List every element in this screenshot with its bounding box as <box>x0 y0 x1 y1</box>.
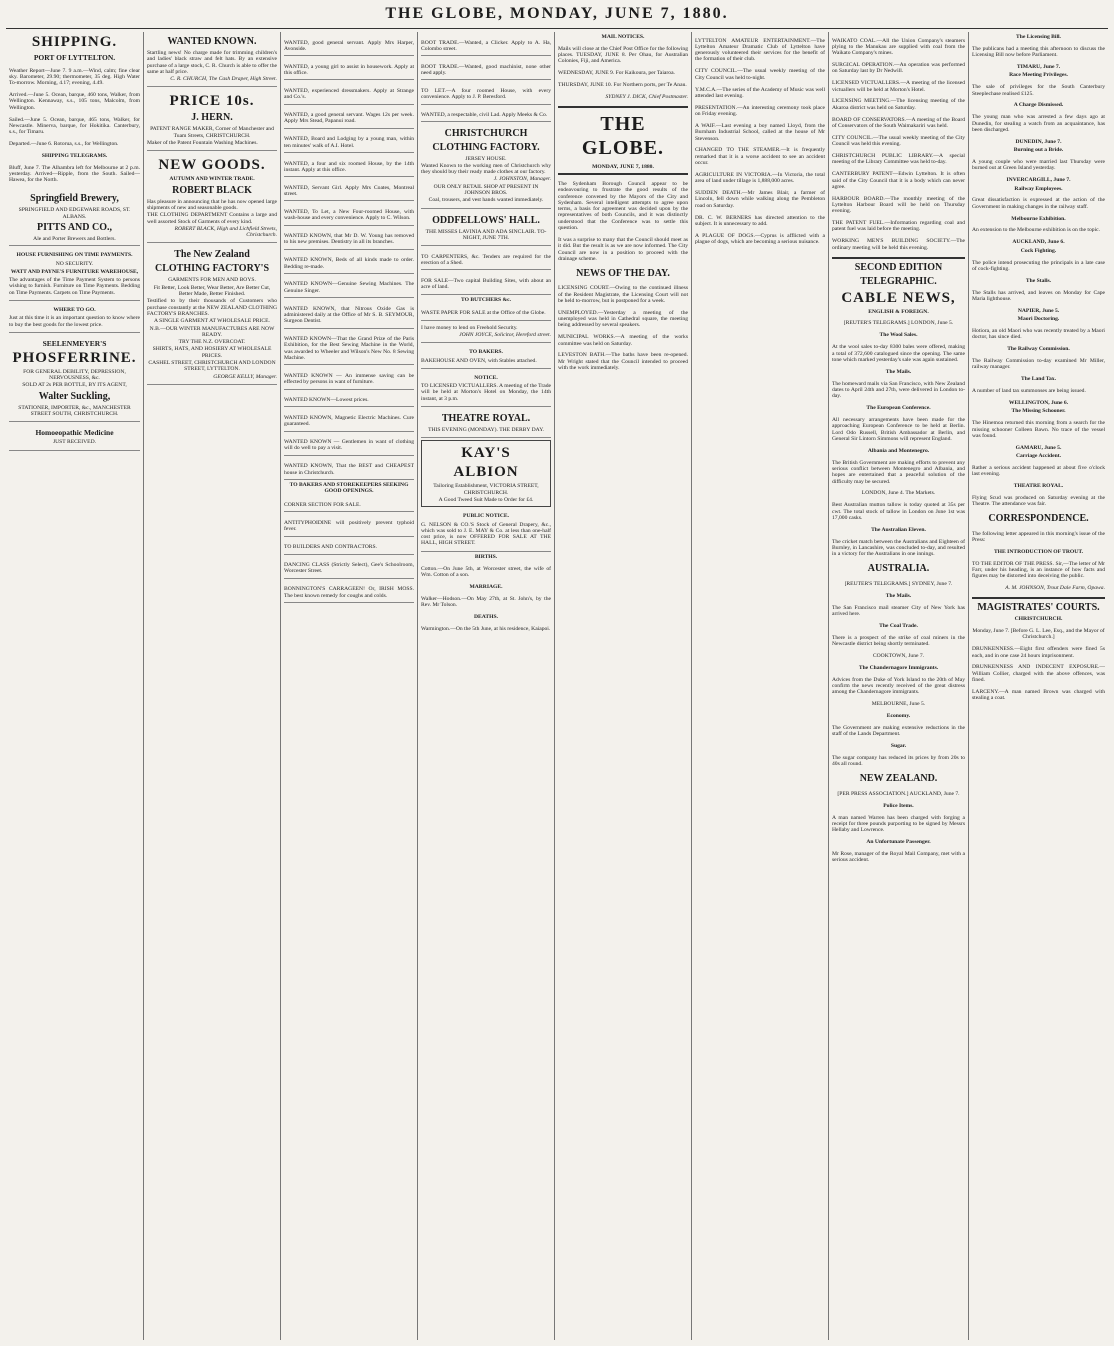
sugar-title: Sugar. <box>890 743 907 750</box>
mail-wednesday: WEDNESDAY, JUNE 9. For Kaikoura, per Taiaroa. <box>558 70 675 77</box>
ad-wanted-13: WANTED KNOWN—That the Grand Prize of the Paris Exhibition, for the Best Sewing Machine in the World, was awarded to Wheeler and Wilson's New No. 8 Sewing Machine. <box>284 334 414 365</box>
race-privileges-text: The sale of privileges for the South Canterbury Steeplechase realised £125. <box>972 84 1105 97</box>
stalls-title: The Stalls. <box>1025 277 1052 284</box>
phosferrine-text: FOR GENERAL DEBILITY, DEPRESSION, NERVOUSNESS, &c. <box>23 368 126 382</box>
editorial-title: THE GLOBE. <box>581 113 665 160</box>
missing-schooner-text: The Hinemoa returned this morning from a search for the missing schooner Colleen Bawn. No trace of the vessel was found. <box>972 420 1105 439</box>
conference-text: All necessary arrangements have been made for the approaching European Conference to be held at Berlin. Lord Odo Russell, British Ambassador at Berlin, and General Sir Lintorn Simmons will represent England. <box>832 416 965 442</box>
news-unemployed: UNEMPLOYED.—Yesterday a meeting of the unemployed was held in Cathedral square, the meeting being addressed by several speakers. <box>558 309 688 329</box>
christchurch-title: CHRISTCHURCH <box>444 128 528 140</box>
furnishing-text: The advantages of the Time Payment System to persons wishing to furnish. Furniture on Time Payments. Bedding on Time Payments. Carpets on Time Payments. <box>9 277 140 296</box>
mails-text: The homeward mails via San Francisco, with New Zealand dates to April 24th and 27th, were delivered in London to-day. <box>832 380 965 400</box>
land-tax-title: The Land Tax. <box>1021 376 1056 383</box>
burning-bride-title: Burning out a Bride. <box>1013 147 1064 154</box>
coal-trade-text: There is a prospect of the strike of coal miners in the Newcastle district being shortly terminated. <box>832 634 965 647</box>
ad-wanted-12: WANTED KNOWN, that Nitrous Oxide Gas is administered daily at the Office of Mr S. B. SEYMOUR, Surgeon Dentist. <box>284 304 414 329</box>
ad-public-notice <box>421 509 551 551</box>
ad-building-sites: FOR SALE—Two capital Building Sites, with about an acre of land. <box>421 276 551 295</box>
homoeopathic-text: JUST RECEIVED. <box>52 439 97 446</box>
ad-lad: WANTED, a respectable, civil Lad. Apply Meeks & Co. <box>421 110 551 122</box>
departed: Departed.—June 6. Rotorua, s.s., for Wellington. <box>9 141 119 148</box>
trout-letter: TO THE EDITOR OF THE PRESS. Sir,—The letter of Mr Farr, under his heading, is an instance of how facts and figures may be distorted into deceiving the public. <box>972 560 1105 580</box>
ad-wanted-14: WANTED KNOWN — An immense saving can be effected by persons in want of furniture. <box>284 371 414 390</box>
coal-trade-title: The Coal Trade. <box>879 622 918 629</box>
theatre-text: THIS EVENING (MONDAY). THE DERBY DAY. <box>428 427 544 434</box>
melbourne-exhibition-text: An extension to the Melbourne exhibition is on the topic. <box>972 227 1101 234</box>
ad-nz-clothing <box>147 245 277 384</box>
ad-to-let: TO LET.—A four roomed House, with every convenience. Apply to J. P. Beresford. <box>421 86 551 105</box>
chandernagore-text: Advices from the Duke of York Island to the 20th of May confirm the news recently received of the great distress among the Chandernagore immigrants. <box>832 676 965 696</box>
ad-wanted-11: WANTED KNOWN—Genuine Sewing Machines. The Genuine Singer. <box>284 279 414 298</box>
hern-text: Maker of the Patent Fountain Washing Machines. <box>147 140 258 147</box>
oddfellows-title: ODDFELLOWS' HALL. <box>432 214 540 226</box>
melbourne-dateline: MELBOURNE, June 5. <box>871 701 926 708</box>
shipping-heading: SHIPPING. <box>31 34 118 50</box>
victuallers-text: TO LICENSED VICTUALLERS. A meeting of the Trade will be held at Morton's Hotel on Monday, the 14th instant, at 3 p.m. <box>421 383 551 402</box>
english-foreign-title: ENGLISH & FOREIGN. <box>868 308 929 315</box>
retail-shop: OUR ONLY RETAIL SHOP AT PRESENT IN JOHNSON BROS. <box>433 183 539 196</box>
port-heading: PORT OF LYTTELTON. <box>33 53 116 62</box>
seelenmeyer-title: SEELENMEYER'S <box>42 338 107 348</box>
ad-wanted-3: WANTED, experienced dressmakers. Apply at Strange and Co.'s. <box>284 86 414 105</box>
cashel-text: CASHEL STREET, CHRISTCHURCH AND LONDON STREET, LYTTELTON. <box>148 360 276 373</box>
bakehouse-text: BAKEHOUSE AND OVEN, with Stables attached. <box>421 357 537 364</box>
courts-date: Monday, June 7. [Before G. L. Lee, Esq., and the Mayor of Christchurch.] <box>972 628 1105 641</box>
maori-doctoring-text: Hotiora, an old Maori who was recently treated by a Maori doctor, has since died. <box>972 328 1105 341</box>
hern-address: PATENT RANGE MAKER, Corner of Manchester and Tuam Streets, CHRISTCHURCH. <box>150 126 274 139</box>
autumn-title: AUTUMN AND WINTER TRADE. <box>169 176 255 183</box>
masthead-rule <box>6 28 1108 29</box>
railway-employees-text: Great dissatisfaction is expressed at the action of the Government in making changes in the railway staff. <box>972 197 1105 210</box>
fit-better-text: Fit Better, Look Better, Wear Better, Are Better Cut, Better Made, Better Finished. <box>153 284 271 298</box>
telegraphic-title: TELEGRAPHIC. <box>860 275 937 287</box>
charge-dismissed-title: A Charge Dismissed. <box>1013 102 1064 109</box>
ad-wanted-15: WANTED KNOWN—Lowest prices. <box>284 395 414 407</box>
police-items-text: A man named Warren has been charged with forging a receipt for three pounds purporting to be signed by Messrs Hellaby and Lowrence. <box>832 814 965 834</box>
news-waif: A WAIF.—Last evening a boy named Lloyd, from the Burnham Industrial School, called at the house of Mr Stevenson. <box>695 122 825 142</box>
albania-title: Albania and Montenegro. <box>867 447 930 454</box>
courts-exposure: DRUNKENNESS AND INDECENT EXPOSURE.—William Collier, charged with the above offences, was fined. <box>972 664 1105 684</box>
editorial-date: MONDAY, JUNE 7, 1880. <box>592 164 654 171</box>
london-markets: LONDON, June 4. The Markets. <box>861 490 936 497</box>
furnishing-title: HOUSE FURNISHING ON TIME PAYMENTS. <box>16 252 133 259</box>
land-tax-text: A number of land tax summonses are being issued. <box>972 388 1086 395</box>
news-patent: CANTERBURY PATENT—Edwin Lyttelton. It is often said of the City Council that it is a body which can never agree. <box>832 171 965 190</box>
railway-commission-text: The Railway Commission to-day examined Mr Miller, railway manager. <box>972 358 1105 371</box>
ad-wanted-17: WANTED KNOWN — Gentlemen in want of clothing will do well to pay a visit. <box>284 437 414 456</box>
melbourne-exhibition-title: Melbourne Exhibition. <box>1011 215 1066 222</box>
cock-fighting-title: Cock Fighting. <box>1020 247 1057 254</box>
economy-title: Economy. <box>886 712 911 719</box>
oamaru-dateline: GAMARU, June 5. <box>1015 444 1062 451</box>
news-library: CHRISTCHURCH PUBLIC LIBRARY.—A special meeting of the Library Committee was held to-day. <box>832 153 965 166</box>
jersey-house: JERSEY HOUSE. <box>465 156 507 163</box>
ad-boot-2: BOOT TRADE.—Wanted, good machinist, none other need apply. <box>421 62 551 81</box>
column-7 <box>828 32 968 1340</box>
ad-church-draper <box>147 32 277 87</box>
ad-kays <box>421 440 551 507</box>
news-sudden-death: SUDDEN DEATH.—Mr James Blair, a farmer of Lincoln, fell down while walking along the Pembleton road on Saturday. <box>695 190 825 209</box>
shipping-telegrams-heading: SHIPPING TELEGRAMS. <box>41 152 108 159</box>
news-steamer: CHANGED TO THE STEAMER.—It is frequently remarked that it is a worse accident to see an accident occur. <box>695 147 825 167</box>
weather-report: Weather Report—June 7. 9 a.m.—Wind, calm; fine clear sky. Barometer, 29.90; thermometer, 35 deg. High Water To-morrow. Morning, 4.17; evening, 4.49. <box>9 67 140 87</box>
news-licensing-meeting: LICENSING MEETING.—The licensing meeting of the Akaroa district was held on Saturday. <box>832 98 965 111</box>
passenger-title: An Unfortunate Passenger. <box>866 838 931 845</box>
news-plague-dogs: A PLAGUE OF DOGS.—Cyprus is afflicted with a plague of dogs, which are becoming a serious nuisance. <box>695 232 825 246</box>
ad-corner-section: CORNER SECTION FOR SALE. <box>284 500 414 512</box>
ad-wanted-10: WANTED KNOWN, Beds of all kinds made to order. Bedding re-made. <box>284 255 414 274</box>
oddfellows-text: THE MISSES LAVINIA AND ADA SINCLAIR. TO-NIGHT, JUNE 7TH. <box>425 228 547 241</box>
births-title: BIRTHS. <box>474 553 498 560</box>
cooktown-dateline: COOKTOWN, June 7. <box>872 652 925 659</box>
hern-title: J. HERN. <box>191 112 233 124</box>
kelly-sign: GEORGE KELLY, Manager. <box>213 373 277 380</box>
hands-wanted: Coal, trousers, and vest hands wanted immediately. <box>428 197 544 204</box>
news-presentation: PRESENTATION.—An interesting ceremony took place on Friday evening. <box>695 104 825 118</box>
winter-text: N.B.—OUR WINTER MANUFACTURES ARE NOW READY. <box>149 325 275 338</box>
ad-phosferrine <box>9 335 140 422</box>
ad-dancing-class: DANCING CLASS (Strictly Select), Gee's Schoolroom, Worcester Street. <box>284 560 414 579</box>
correspondence-title: CORRESPONDENCE. <box>988 513 1089 525</box>
new-zealand-title: NEW ZEALAND. <box>859 773 938 785</box>
ad-boot-1: BOOT TRADE.—Wanted, a Clicker. Apply to A. Ha, Colombo street. <box>421 38 551 57</box>
news-berners: DR. C. W. BERNERS has directed attention to the subject. It is unnecessary to add. <box>695 214 825 227</box>
ad-springfield <box>9 189 140 246</box>
bakers-title-2: TO BAKERS. <box>469 349 503 356</box>
dick-sign: SYDNEY J. DICK, Chief Postmaster. <box>605 94 688 101</box>
mail-tuesday: Mails will close at the Chief Post Office for the following places. TUESDAY, JUNE 8. Per Ohau, for Australian Colonies, Fiji, and America. <box>558 45 688 65</box>
cable-news-title: CABLE NEWS, <box>841 289 956 306</box>
bakers-title: TO BAKERS AND STOREKEEPERS SEEKING GOOD OPENINGS. <box>289 481 409 495</box>
wellington-dateline: WELLINGTON, June 6. <box>1008 400 1069 407</box>
suckling-address: STATIONER, IMPORTER, &c., MANCHESTER STREET SOUTH, CHRISTCHURCH. <box>18 404 131 418</box>
where-to-go-title: WHERE TO GO. <box>53 306 96 313</box>
column-2 <box>143 32 280 1340</box>
masthead: THE GLOBE, MONDAY, JUNE 7, 1880. <box>385 5 729 22</box>
albania-text: The British Government are making efforts to prevent any serious conflict between Montenegro and Albania, and hopes are entertained that a peaceful solution of the difficulty may be secured. <box>832 459 965 485</box>
deaths-text: Warmington.—On the 5th June, at his residence, Kaiapoi. <box>421 625 551 632</box>
news-city-council-2: CITY COUNCIL.—The usual weekly meeting of the City Council was held this evening. <box>832 134 965 148</box>
economy-text: The Government are making extensive reductions in the staff of the Lands Department. <box>832 724 965 738</box>
railway-employees-title: Railway Employees. <box>1014 185 1063 192</box>
pitts-subtitle: Ale and Porter Brewers and Bottlers. <box>33 235 116 242</box>
mails-title: The Mails. <box>885 368 912 375</box>
ad-wanted-1: WANTED, good general servant. Apply Mrs Harper, Avonside. <box>284 38 414 57</box>
news-licensing: LICENSING COURT.—Owing to the continued illness of the Resident Magistrate, the Licensing Court will not be held to-morrow, but is postponed for a week. <box>558 285 688 304</box>
ad-wanted-5: WANTED, Board and Lodging by a young man, within ten minutes' walk of A.I. Hotel. <box>284 134 414 153</box>
chandernagore-title: The Chandernagore Immigrants. <box>858 664 939 671</box>
ad-money-lend <box>421 323 551 344</box>
joyce-sign: JOHN JOYCE, Solicitor, Hereford street. <box>459 331 551 338</box>
public-notice-title: PUBLIC NOTICE. <box>462 513 509 520</box>
courts-drunkenness: DRUNKENNESS.—Eight first offenders were fined 5s each, and in one case 24 hours imprisonment. <box>972 646 1105 659</box>
magistrates-title: MAGISTRATES' COURTS. <box>977 602 1100 614</box>
johnson-sign: A. M. JOHNSON, Trout Dale Farm, Opawa. <box>1005 585 1105 592</box>
editorial-p2: It was a surprise to many that the Council should meet as it did. But the result is as we are now informed. The City Council are now in a position to proceed with the drainage scheme. <box>558 236 688 262</box>
second-edition-title: SECOND EDITION <box>854 261 943 273</box>
column-6 <box>691 32 828 1340</box>
ad-carrageen: BONNINGTON'S CARRAGEEN! Or, IRISH MOSS. The best known remedy for coughs and colds. <box>284 584 414 603</box>
ad-antityphoidine: ANTITYPHOIDINE will positively prevent typhoid fever. <box>284 518 414 537</box>
robert-black-sign: ROBERT BLACK, High and Lichfield Streets, Christchurch. <box>174 225 277 239</box>
public-notice-text: G. NELSON & CO.'S Stock of General Drapery, &c., which was sold to J. E. MAY & Co. at less than one-half cost price, is now OFFERED FOR SALE AT THE HALL, HIGH STREET. <box>421 521 551 547</box>
charge-dismissed-text: The young man who was arrested a few days ago at Dunedin, for stealing a watch from an acquaintance, has been discharged. <box>972 114 1105 133</box>
sailed: Sailed.—June 5. Ocean, barque, 465 tons, Walker, for Newcastle. Minerva, barque, for Hokitika. Canterbury, s.s., for Timaru. <box>9 116 140 136</box>
ad-wanted-2: WANTED, a young girl to assist in housework. Apply at this office. <box>284 62 414 81</box>
ad-bakers <box>421 345 551 369</box>
maori-doctoring-title: Maori Doctoring. <box>1017 316 1060 323</box>
news-building-society: WORKING MEN'S BUILDING SOCIETY.—The ordinary meeting will be held this evening. <box>832 238 965 251</box>
new-goods-title: NEW GOODS. <box>158 157 266 174</box>
editorial-rule <box>558 106 688 108</box>
christchurch-clothing-text: Wanted Known to the working men of Christchurch why they should buy their ready made clothes at our factory. <box>421 162 551 176</box>
ad-waste-paper: WASTE PAPER FOR SALE at the Office of the Globe. <box>421 308 551 320</box>
ad-homoeopathic <box>9 424 140 450</box>
sydney-mails-text: The San Francisco mail steamer City of New York has arrived here. <box>832 604 965 617</box>
courts-larceny: LARCENY.—A man named Brown was charged with stealing a coat. <box>972 688 1105 702</box>
australia-title: AUSTRALIA. <box>867 563 930 575</box>
marriage-text: Walker—Hodson.—On May 27th, at St. John's, by the Rev. Mr Tolson. <box>421 595 551 608</box>
shirts-text: SHIRTS, HATS, AND HOSIERY AT WHOLESALE PRICES. <box>152 346 272 359</box>
robert-black-title: ROBERT BLACK <box>172 184 252 196</box>
invercargill-dateline: INVERCARGILL, June 7. <box>1006 177 1071 184</box>
trout-title: THE INTRODUCTION OF TROUT. <box>993 548 1084 555</box>
news-conservators: BOARD OF CONSERVATORS.—A meeting of the Board of Conservators of the South Waimakariri was held. <box>832 116 965 129</box>
phosferrine-price: SOLD AT 2s PER BOTTLE, BY ITS AGENT, <box>22 382 127 389</box>
news-waikato-coal: WAIKATO COAL.—All the Union Company's steamers plying to the Manukau are supplied with coal from the Waikato Company's mines. <box>832 37 965 57</box>
wanted-known-title: WANTED KNOWN. <box>167 36 257 47</box>
butchers-title: TO BUTCHERS &c. <box>460 296 512 303</box>
eleven-text: The cricket match between the Australians and Eighteen of Burnley, in Lancashire, was concluded to-day, and resulted in a victory for the Australians in one innings. <box>832 538 965 558</box>
column-1 <box>6 32 143 1340</box>
licensing-bill-text: The publicans had a meeting this afternoon to discuss the Licensing Bill now before Parliament. <box>972 45 1105 59</box>
burning-bride-text: A young couple who were married last Thursday were burned out at Green Island yesterday. <box>972 159 1105 172</box>
editorial-p1: The Sydenham Borough Council appear to be endeavouring to frustrate the good results of the conference convened by the Mayors of the City and Sydenham. Several intelligent attempts to agree upon terms, a basis for agreement was decided upon by the representatives of both Councils, and it was distinctly understood that the Conference was to settle this question. <box>558 180 688 232</box>
money-lend-text: I have money to lend on Freehold Security. <box>421 324 518 331</box>
dunedin-dateline: DUNEDIN, June 7. <box>1015 138 1062 145</box>
sydney-mails-title: The Mails. <box>885 592 912 599</box>
clothing-factory-title: CLOTHING FACTORY'S <box>154 263 270 275</box>
johnston-sign: J. JOHNSTON, Manager. <box>493 176 551 183</box>
springfield-address: SPRINGFIELD AND EDGEWARE ROADS, ST. ALBANS. <box>18 207 131 220</box>
overcoat-text: TRY THE N.Z. OVERCOAT. <box>178 339 246 346</box>
church-sign: C. R. CHURCH, The Cash Draper, High Street. <box>170 76 277 83</box>
carriage-accident-title: Carriage Accident. <box>1015 453 1062 460</box>
ad-furnishing <box>9 248 140 301</box>
news-surgical: SURGICAL OPERATION.—An operation was performed on Saturday last by Dr Nedwill. <box>832 62 965 75</box>
licensing-bill-title: The Licensing Bill. <box>1016 34 1061 40</box>
news-city-council: CITY COUNCIL.—The usual weekly meeting of the City Council was held to-night. <box>695 68 825 81</box>
auckland-dateline: AUCKLAND, June 6. <box>1012 239 1065 246</box>
arrivals: Arrived.—June 5. Ocean, barque, 460 tons, Walker, from Wellington. Kennaway, s.s., 105 tons, Malcolm, from Wellington. <box>9 92 140 111</box>
police-items-title: Police Items. <box>883 802 914 809</box>
tallow-text: Best Australian mutton tallow is today quoted at 35s per cwt. The total stock of tallow in London on June 1st was 17,000 casks. <box>832 502 965 521</box>
deaths-title: DEATHS. <box>474 613 498 620</box>
ad-wanted-8: WANTED, To Let, a New Four-roomed House, with wash-house and every convenience. Apply to C. Wilson. <box>284 207 414 226</box>
ad-robert-black <box>147 153 277 243</box>
robert-black-text: Has pleasure in announcing that he has now opened large shipments of new and seasonable goods. <box>147 198 277 211</box>
news-municipal: MUNICIPAL WORKS.—A meeting of the works committee was held on Saturday. <box>558 334 688 347</box>
reuter-sydney: [REUTER'S TELEGRAMS.] SYDNEY, June 7. <box>844 580 953 587</box>
notice-title: NOTICE. <box>474 374 498 381</box>
news-victuallers: LICENSED VICTUALLERS.—A meeting of the licensed victuallers will be held at Morton's Hotel. <box>832 80 965 93</box>
clothing-dept-text: THE CLOTHING DEPARTMENT Contains a large and well assorted Stock of Garments of every kind. <box>147 212 277 225</box>
suckling-title: Walter Suckling, <box>38 390 111 402</box>
ad-oddfellows <box>421 211 551 247</box>
ad-notice <box>421 371 551 407</box>
railway-commission-title: The Railway Commission. <box>1007 346 1070 353</box>
press-assoc-auckland: [PER PRESS ASSOCIATION.] AUCKLAND, June 7. <box>837 790 960 797</box>
column-4 <box>417 32 554 1340</box>
ad-wanted-7: WANTED, Servant Girl. Apply Mrs Coates, Montreal street. <box>284 183 414 202</box>
testified-text: Testified to by their thousands of Customers who purchase constantly at the NEW ZEALAND CLOTHING FACTORY'S BRANCHES. <box>147 298 277 317</box>
news-leveston: LEVESTON BATH.—The baths have been re-opened. Mr Wright stated that the Council intended to proceed with the work immediately. <box>558 352 688 372</box>
no-security: NO SECURITY. <box>55 260 94 267</box>
second-edition-rule <box>832 257 965 259</box>
clothing-factory-title-2: CLOTHING FACTORY. <box>432 142 540 154</box>
race-privileges-title: Race Meeting Privileges. <box>1009 72 1068 79</box>
ad-theatre <box>421 409 551 438</box>
kays-title: KAY'S <box>461 445 511 462</box>
cock-fighting-text: The police intend prosecuting the principals in a late case of cock-fighting. <box>972 259 1105 272</box>
wool-sales-title: The Wool Sales. <box>879 332 918 339</box>
mail-notices-title: MAIL NOTICES. <box>601 34 645 40</box>
carriage-accident-text: Rather a serious accident happened at about five o'clock last evening. <box>972 464 1105 478</box>
news-of-day-title: NEWS OF THE DAY. <box>576 267 670 279</box>
news-agriculture: AGRICULTURE IN VICTORIA.—In Victoria, the total area of land under tillage is 1,888,000 acres. <box>695 171 825 185</box>
column-8 <box>968 32 1108 1340</box>
kays-offer: A Good Tweed Suit Made to Order for £4. <box>438 496 534 503</box>
courts-christchurch: CHRISTCHURCH. <box>1014 616 1063 623</box>
ad-where-to-go <box>9 303 140 333</box>
reuter-london: [REUTER'S TELEGRAMS.] LONDON, June 5. <box>843 320 954 327</box>
ad-wanted-4: WANTED, a good general servant. Wages 12s per week. Apply Mrs Stead, Papanui road. <box>284 110 414 129</box>
news-fuel: THE PATENT FUEL.—Information regarding coal and patent fuel was laid before the meeting. <box>832 220 965 233</box>
correspondence-intro: The following letter appeared in this morning's issue of the Press: <box>972 530 1105 544</box>
sugar-text: The sugar company has reduced its prices by from 20s to 40s all round. <box>832 754 965 768</box>
wool-sales-text: At the wool sales to-day 8300 bales were offered, making a total of 372,600 catalogued since the opening. The same tone which marked yesterday's sale was again sustained. <box>832 344 965 363</box>
nz-title: The New Zealand <box>174 249 250 261</box>
where-to-go-text: Just at this time it is an important question to know where to buy the best goods for the lowest price. <box>9 315 140 328</box>
passenger-text: Mr Rose, manager of the Royal Mail Company, met with a serious accident. <box>832 850 965 864</box>
garments-text: GARMENTS FOR MEN AND BOYS. <box>168 277 256 284</box>
church-text: Startling news! No charge made for trimming children's and ladies' black straw and felt hats. By an extensive purchase of a large stock, C. R. Church is able to offer the same at half price. <box>147 50 277 75</box>
ad-carpenters: TO CARPENTERS, &c. Tenders are required for the erection of a Shed. <box>421 252 551 271</box>
column-3 <box>280 32 417 1340</box>
price-title: PRICE 10s. <box>169 93 255 110</box>
ad-wanted-16: WANTED KNOWN, Magnetic Electric Machines. Cure guaranteed. <box>284 413 414 432</box>
theatre-title: THEATRE ROYAL. <box>441 413 531 425</box>
timaru-dateline: TIMARU, June 7. <box>1016 64 1061 71</box>
editorial-rule-2 <box>558 173 688 175</box>
single-garment-text: A SINGLE GARMENT AT WHOLESALE PRICE. <box>154 318 270 325</box>
ad-hern <box>147 89 277 151</box>
theatre-royal-text: Flying Scud was produced on Saturday evening at the Theatre. The attendance was fair. <box>972 494 1105 508</box>
ad-builders: TO BUILDERS AND CONTRACTORS. <box>284 542 414 554</box>
births-text: Cotton.—On June 5th, at Worcester street, the wife of Wm. Cotton of a son. <box>421 565 551 578</box>
eleven-title: The Australian Eleven. <box>871 526 926 533</box>
ad-christchurch-clothing <box>421 124 551 208</box>
kays-address: Tailoring Establishment, VICTORIA STREET, CHRISTCHURCH. <box>433 483 539 496</box>
courts-rule <box>972 597 1105 599</box>
news-ymca: Y.M.C.A.—The series of the Academy of Music was well attended last evening. <box>695 86 825 99</box>
news-lyttelton: LYTTELTON AMATEUR ENTERTAINMENT.—The Lyttelton Amateur Dramatic Club of Lyttelton have generously volunteered their services for the benefit of the formation of their club. <box>695 37 825 63</box>
homoeopathic-title: Homoeopathic Medicine <box>35 428 114 438</box>
theatre-royal-title: THEATRE ROYAL. <box>1013 483 1064 490</box>
stalls-text: The Stalls has arrived, and leaves on Monday for Cape Maria lighthouse. <box>972 289 1105 302</box>
ad-wanted-9: WANTED KNOWN, that Mr D. W. Young has removed to his new premises. Dentistry in all its branches. <box>284 231 414 250</box>
mail-thursday: THURSDAY, JUNE 10. For Northern ports, per Te Anau. <box>558 82 687 89</box>
marriage-title: MARRIAGE. <box>469 583 503 590</box>
missing-schooner-title: The Missing Schooner. <box>1011 408 1066 415</box>
shipping-telegrams: Bluff, June 7. The Alhambra left for Melbourne at 2 p.m. yesterday. Arrived—Ripple, from the South. Sailed—Hawea, for the North. <box>9 164 140 184</box>
conference-title: The European Conference. <box>866 405 931 412</box>
ad-wanted-18: WANTED KNOWN, That the BEST and CHEAPEST house in Christchurch. <box>284 461 414 480</box>
napier-dateline: NAPIER, June 5. <box>1017 307 1060 314</box>
watt-payne-title: WATT AND PAYNE'S FURNITURE WAREHOUSE, <box>10 268 139 275</box>
ad-wanted-6: WANTED, a four and six roomed House, by the 14th instant. Apply at this office. <box>284 159 414 178</box>
albion-title: ALBION <box>453 464 519 481</box>
springfield-title: Springfield Brewery, <box>30 193 119 205</box>
column-5 <box>554 32 691 1340</box>
phosferrine-title: PHOSFERRINE. <box>12 349 137 366</box>
news-harbour: HARBOUR BOARD.—The monthly meeting of the Lyttelton Harbour Board will be held on Thursday evening. <box>832 195 965 215</box>
pitts-title: PITTS AND CO., <box>36 221 112 233</box>
